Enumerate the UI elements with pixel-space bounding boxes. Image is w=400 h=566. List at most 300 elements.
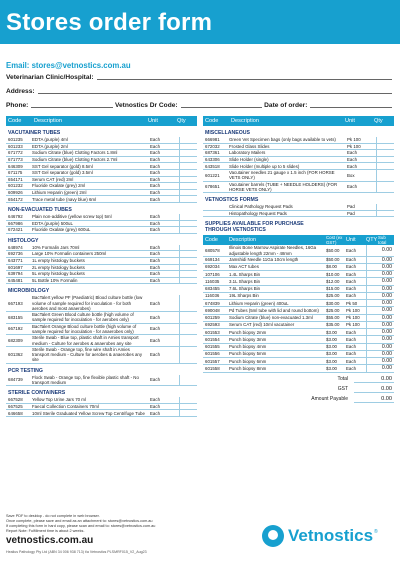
- item-code: 692736: [8, 251, 23, 257]
- qty-input[interactable]: [179, 144, 197, 150]
- table-row: [203, 157, 394, 164]
- website-url[interactable]: vetnostics.com.au: [6, 535, 94, 546]
- qty-input[interactable]: [366, 344, 378, 350]
- section-title: MICROBIOLOGY: [8, 288, 50, 295]
- table-row: [6, 397, 197, 404]
- item-code: 667525: [8, 403, 23, 409]
- item-description: Jamshidi Needle 11Ga 10cm length: [229, 257, 299, 263]
- table-row: [203, 245, 394, 257]
- supplies-header: [203, 235, 394, 245]
- item-description: Green Vet Specimen bags (only bags available to vets): [229, 137, 336, 143]
- qty-input[interactable]: [376, 170, 394, 181]
- logo-text: Vetnostics: [288, 526, 374, 545]
- vet-clinic-input[interactable]: [97, 79, 392, 80]
- table-row: [203, 293, 394, 300]
- item-code: 601556: [205, 351, 220, 357]
- table-row: [203, 170, 394, 182]
- item-subtotal: 0.00: [381, 300, 392, 307]
- item-unit: Each: [346, 286, 357, 292]
- table-row: [6, 196, 197, 203]
- item-cost: $3.00: [326, 329, 337, 335]
- item-code: 669134: [205, 257, 220, 263]
- item-code: 667986: [8, 220, 23, 226]
- item-code: 646792: [8, 214, 23, 220]
- qty-input[interactable]: [179, 265, 197, 271]
- item-subtotal: 0.00: [381, 350, 392, 357]
- item-description: Serum CAT (red) 10ml vacutainer: [229, 322, 295, 328]
- footer-line: Save PDF to desktop - do not complete in web browser.: [6, 514, 100, 518]
- item-description: BacTalert Green Blood culture bottle (high volume of sample required for inoculation - for aerobes only): [32, 312, 134, 323]
- phone-input[interactable]: [31, 107, 113, 108]
- qty-input[interactable]: [366, 329, 378, 335]
- table-row: [6, 410, 197, 417]
- page-title: Stores order form: [0, 0, 400, 44]
- item-unit: Pk 100: [346, 307, 360, 313]
- item-code: 107106: [205, 271, 220, 277]
- vet-clinic-field: [6, 74, 394, 81]
- item-description: Slide Holder (single): [229, 156, 269, 162]
- qty-input[interactable]: [366, 336, 378, 342]
- qty-input[interactable]: [179, 196, 197, 202]
- item-description: Punch biopsy 6mm: [229, 358, 267, 364]
- item-code: 654171: [8, 176, 23, 182]
- item-code: 601362: [8, 352, 23, 358]
- table-row: [203, 344, 394, 351]
- item-description: 1.4L Sharps Bin: [229, 271, 261, 277]
- item-description: Punch biopsy 3mm: [229, 336, 267, 342]
- item-code: 654172: [8, 196, 23, 202]
- item-unit: Each: [346, 264, 357, 270]
- qty-input[interactable]: [366, 271, 378, 277]
- item-subtotal: 0.00: [381, 336, 392, 343]
- table-row: [6, 137, 197, 144]
- item-description: Punch biopsy 5mm: [229, 351, 267, 357]
- item-code: 671773: [8, 156, 23, 162]
- table-row: [6, 265, 197, 272]
- table-row: [6, 163, 197, 170]
- left-table-header: [6, 116, 197, 126]
- qty-input[interactable]: [179, 163, 197, 169]
- item-unit: Each: [346, 358, 357, 364]
- item-unit: Each: [150, 163, 161, 169]
- item-code: 666981: [205, 137, 220, 143]
- header-cost: Cost (ex GST): [326, 235, 343, 246]
- item-description: Sterile Swab - Orange top, fine wire shaft in Amies transport medium - Culture for aerobes & anaerobes any site: [32, 346, 143, 363]
- table-row: [203, 211, 394, 218]
- section-title: STERILE CONTAINERS: [8, 390, 66, 397]
- qty-input[interactable]: [179, 245, 197, 251]
- qty-input[interactable]: [376, 211, 394, 217]
- table-row: [6, 251, 197, 258]
- qty-input[interactable]: [366, 278, 378, 284]
- qty-input[interactable]: [366, 245, 378, 256]
- item-unit: Each: [347, 163, 358, 169]
- qty-input[interactable]: [179, 278, 197, 284]
- qty-input[interactable]: [366, 351, 378, 357]
- qty-input[interactable]: [376, 150, 394, 156]
- item-code: 645481: [8, 277, 23, 283]
- supplies-title: SUPPLIES AVAILABLE FOR PURCHASE THROUGH VETNOSTICS: [205, 221, 304, 234]
- item-description: Flock Swab - Orange top, fine flexible plastic shaft - No transport medium: [32, 374, 139, 385]
- item-description: Illinois Bone Marrow Aspirate Needles, 16Ga adjustable length 22mm - 48mm: [229, 245, 317, 256]
- header-unit: Unit: [345, 118, 355, 124]
- item-unit: Each: [150, 300, 161, 306]
- item-subtotal: 0.00: [381, 343, 392, 350]
- vet-clinic-label: Veterinarian Clinic/Hospital:: [6, 74, 94, 81]
- header-qty: Qty: [177, 118, 186, 124]
- email-line: [6, 61, 394, 70]
- item-code: 684739: [8, 377, 23, 383]
- item-subtotal: 0.00: [381, 314, 392, 321]
- footer-notes: [6, 514, 236, 535]
- right-column: [203, 116, 394, 403]
- vetnostics-logo: Vetnostics ®: [262, 525, 378, 547]
- qty-input[interactable]: [179, 251, 197, 257]
- item-unit: Each: [150, 137, 161, 143]
- item-code: 601554: [205, 336, 220, 342]
- item-unit: Pk 50: [346, 300, 358, 306]
- item-description: 1L empty histology buckets: [32, 258, 85, 264]
- item-cost: $50.00: [326, 257, 340, 263]
- item-subtotal: 0.00: [381, 358, 392, 365]
- item-description: Large 10% Formalin containers 250ml: [32, 251, 107, 257]
- logo-mark-icon: [262, 525, 284, 547]
- total-row: [203, 386, 394, 393]
- item-unit: Each: [150, 410, 161, 416]
- section-title: HISTOLOGY: [8, 237, 39, 244]
- item-cost: $8.00: [326, 264, 337, 270]
- item-description: 10% Formalin Jars 70ml: [32, 244, 80, 250]
- total-label: Total: [337, 376, 348, 383]
- item-subtotal: 0.00: [381, 365, 392, 372]
- qty-input[interactable]: [179, 335, 197, 346]
- item-code: 601232: [8, 183, 23, 189]
- item-code: 687361: [205, 150, 220, 156]
- total-value: 0.00: [354, 396, 394, 403]
- item-unit: Each: [150, 277, 161, 283]
- section-title: VETNOSTICS FORMS: [205, 197, 259, 204]
- table-row: [203, 204, 394, 211]
- item-cost: $3.00: [326, 365, 337, 371]
- item-description: Trace metal tube (navy blue) 6ml: [32, 196, 97, 202]
- header-code: Code: [8, 118, 22, 124]
- qty-input[interactable]: [179, 271, 197, 277]
- table-row: [6, 144, 197, 151]
- item-cost: $25.00: [326, 307, 340, 313]
- qty-input[interactable]: [366, 293, 378, 299]
- item-cost: $3.00: [326, 344, 337, 350]
- item-unit: Each: [346, 247, 357, 253]
- qty-input[interactable]: [179, 150, 197, 156]
- total-value: 0.00: [354, 386, 394, 393]
- item-unit: Each: [347, 184, 358, 190]
- item-description: EDTA (purple) 2ml: [32, 143, 68, 149]
- item-code: 601553: [205, 329, 220, 335]
- item-code: 683155: [8, 314, 23, 320]
- item-code: 682309: [8, 337, 23, 343]
- qty-input[interactable]: [179, 410, 197, 416]
- item-unit: Each: [150, 170, 161, 176]
- qty-input[interactable]: [179, 183, 197, 189]
- total-row: [203, 376, 394, 383]
- item-code: 672032: [205, 143, 220, 149]
- item-unit: Each: [347, 150, 358, 156]
- item-unit: Each: [150, 271, 161, 277]
- qty-input[interactable]: [376, 137, 394, 143]
- item-unit: Each: [150, 189, 161, 195]
- item-code: 671772: [8, 150, 23, 156]
- item-unit: Each: [346, 271, 357, 277]
- table-row: [203, 329, 394, 336]
- header-qty: Qty: [374, 118, 383, 124]
- item-cost: $50.00: [326, 247, 340, 253]
- table-row: [6, 347, 197, 364]
- header-description: Description: [231, 118, 259, 124]
- item-code: 643771: [8, 258, 23, 264]
- footer-line: Once complete, please save and email as an attachment to: stores@vetnostics.com.au: [6, 519, 153, 524]
- header-description: Description: [34, 118, 62, 124]
- drcode-input[interactable]: [181, 107, 263, 108]
- item-unit: Each: [346, 365, 357, 371]
- item-subtotal: 0.00: [381, 278, 392, 285]
- table-row: [6, 271, 197, 278]
- table-row: [203, 271, 394, 278]
- item-description: Punch biopsy 4mm: [229, 344, 267, 350]
- item-unit: Each: [150, 156, 161, 162]
- item-code: 116036: [205, 293, 220, 299]
- qty-input[interactable]: [179, 258, 197, 264]
- item-unit: Each: [346, 257, 357, 263]
- qty-input[interactable]: [179, 404, 197, 410]
- item-unit: Each: [150, 326, 161, 332]
- item-description: 5L empty histology buckets: [32, 271, 85, 277]
- total-label: Amount Payable: [311, 396, 348, 403]
- table-row: [203, 264, 394, 271]
- section-title: NON-EVACUATED TUBES: [8, 206, 72, 213]
- total-row: [203, 396, 394, 403]
- item-unit: Pad: [347, 210, 355, 216]
- item-code: 601259: [205, 315, 220, 321]
- item-unit: Each: [150, 352, 161, 358]
- item-code: 601221: [205, 172, 220, 178]
- qty-input[interactable]: [366, 358, 378, 364]
- table-row: [6, 214, 197, 221]
- table-row: [203, 137, 394, 144]
- table-row: [6, 404, 197, 411]
- item-description: BacTalert Orange Blood culture bottle (high volume of sample required for inoculation - for anaerobes only): [32, 323, 137, 334]
- qty-input[interactable]: [376, 144, 394, 150]
- table-row: [6, 177, 197, 184]
- item-subtotal: 0.00: [381, 285, 392, 292]
- item-cost: $15.00: [326, 286, 340, 292]
- item-description: 7.6L Sharps Bin: [229, 286, 261, 292]
- item-code: 690048: [205, 307, 220, 313]
- table-row: [6, 157, 197, 164]
- qty-input[interactable]: [179, 170, 197, 176]
- qty-input[interactable]: [366, 300, 378, 306]
- table-row: [203, 351, 394, 358]
- table-row: [6, 245, 197, 252]
- item-unit: Each: [150, 227, 161, 233]
- item-code: 692593: [205, 322, 220, 328]
- footer-line: If completing this form in hard copy, please scan and email to: stores@vetnostics.com.au: [6, 524, 156, 529]
- item-cost: $3.00: [326, 336, 337, 342]
- header-unit: Unit: [346, 237, 356, 244]
- table-row: [203, 315, 394, 322]
- item-subtotal: 0.00: [381, 256, 392, 263]
- qty-input[interactable]: [366, 365, 378, 371]
- item-description: 10ml Sterile Graduated Yellow Screw Top Centrifuge Tube: [32, 410, 145, 416]
- item-cost: $25.00: [326, 293, 340, 299]
- table-row: [203, 358, 394, 365]
- item-description: 19L Sharps Bin: [229, 293, 259, 299]
- qty-input[interactable]: [179, 295, 197, 311]
- item-code: 683455: [205, 286, 220, 292]
- qty-input[interactable]: [366, 257, 378, 263]
- table-row: [6, 295, 197, 312]
- item-code: 667193: [8, 300, 23, 306]
- item-cost: $30.00: [326, 300, 340, 306]
- section-title: VACUTAINER TUBES: [8, 130, 61, 136]
- header-code: Code: [205, 237, 218, 244]
- item-unit: Each: [346, 293, 357, 299]
- qty-input[interactable]: [366, 307, 378, 313]
- item-description: 2L empty histology buckets: [32, 264, 85, 270]
- qty-input[interactable]: [179, 312, 197, 323]
- item-subtotal: 0.00: [381, 292, 392, 299]
- item-unit: Each: [150, 220, 161, 226]
- item-unit: Each: [150, 397, 161, 403]
- qty-input[interactable]: [179, 347, 197, 363]
- qty-input[interactable]: [179, 214, 197, 220]
- address-field: [6, 88, 394, 95]
- address-label: Address:: [6, 88, 35, 95]
- item-code: 646658: [8, 410, 23, 416]
- item-description: Frosted Glass Slides: [229, 143, 270, 149]
- item-code: 116035: [205, 278, 220, 284]
- item-unit: Each: [150, 196, 161, 202]
- item-unit: Each: [347, 156, 358, 162]
- item-description: Punch biopsy 2mm: [229, 329, 267, 335]
- item-description: Sodium Citrate (blue) Clotting Factors 2.7ml: [32, 156, 118, 162]
- qty-input[interactable]: [179, 221, 197, 227]
- legal-text: Healius Pathology Pty Ltd (ABN 34 006 938 713) t/a Vetnostics PLSMRF015_V2_Aug23: [6, 550, 147, 554]
- item-code: 601557: [205, 358, 220, 364]
- item-code: 601697: [8, 264, 23, 270]
- qty-input[interactable]: [179, 157, 197, 163]
- item-description: Lithium Heparin (green) 400uL: [229, 300, 289, 306]
- item-subtotal: 0.00: [381, 247, 392, 254]
- qty-input[interactable]: [179, 190, 197, 196]
- item-unit: Each: [150, 176, 161, 182]
- qty-input[interactable]: [376, 204, 394, 210]
- item-code: 609926: [8, 189, 23, 195]
- item-code: 643518: [205, 163, 220, 169]
- item-code: 601233: [8, 143, 23, 149]
- item-description: Punch biopsy 8mm: [229, 365, 267, 371]
- header-qty: QTY: [366, 237, 378, 244]
- item-description: Lithium Heparin (green) 2ml: [32, 189, 87, 195]
- phone-label: Phone:: [6, 102, 29, 109]
- item-unit: Each: [150, 403, 161, 409]
- date-label: Date of order:: [264, 102, 308, 109]
- item-code: 648974: [8, 244, 23, 250]
- item-unit: Each: [346, 278, 357, 284]
- item-code: 646309: [8, 163, 23, 169]
- qty-input[interactable]: [179, 227, 197, 233]
- table-row: [203, 257, 394, 264]
- item-code: 692034: [205, 264, 220, 270]
- item-unit: Each: [150, 314, 161, 320]
- table-row: [6, 312, 197, 324]
- table-row: [6, 324, 197, 336]
- qty-input[interactable]: [366, 315, 378, 321]
- item-description: Vacutainer barrels (TUBE + NEEDLE HOLDERS) (FOR HORSE VETS ONLY): [229, 181, 338, 192]
- right-table-header: [203, 116, 394, 126]
- item-description: EDTA (purple) 4ml: [32, 137, 68, 143]
- item-description: SST Gel separator (gold) 3.5ml: [32, 170, 93, 176]
- qty-input[interactable]: [376, 163, 394, 169]
- table-row: [203, 300, 394, 307]
- item-code: 671175: [8, 170, 23, 176]
- item-code: 672421: [8, 227, 23, 233]
- table-row: [203, 336, 394, 343]
- email-label: Email: stores@vetnostics.com.au: [6, 61, 131, 70]
- item-description: Yellow Top Urine Jars 70 ml: [32, 397, 86, 403]
- item-code: 667192: [8, 326, 23, 332]
- qty-input[interactable]: [376, 157, 394, 163]
- table-row: [6, 221, 197, 228]
- item-description: Sodium Citrate (blue) Clotting Factors 1.8ml: [32, 150, 118, 156]
- qty-input[interactable]: [179, 324, 197, 335]
- item-unit: Each: [346, 329, 357, 335]
- table-row: [203, 150, 394, 157]
- table-row: [6, 183, 197, 190]
- item-description: SST Gel separator (gold) 8.5ml: [32, 163, 93, 169]
- qty-input[interactable]: [366, 286, 378, 292]
- item-code: 674839: [205, 300, 220, 306]
- drcode-label: Vetnostics Dr Code:: [114, 102, 178, 109]
- left-column: [6, 116, 197, 417]
- header-description: Description: [229, 237, 256, 244]
- item-description: Serum CAT (red) 2ml: [32, 176, 74, 182]
- table-row: [203, 182, 394, 194]
- address-input[interactable]: [38, 93, 392, 94]
- qty-input[interactable]: [179, 375, 197, 386]
- qty-input[interactable]: [179, 397, 197, 403]
- item-description: 3.1L Sharps Bin: [229, 278, 261, 284]
- qty-input[interactable]: [366, 322, 378, 328]
- item-subtotal: 0.00: [381, 321, 392, 328]
- table-row: [203, 144, 394, 151]
- item-cost: $3.00: [326, 358, 337, 364]
- table-row: [203, 307, 394, 314]
- qty-input[interactable]: [366, 264, 378, 270]
- qty-input[interactable]: [179, 177, 197, 183]
- date-input[interactable]: [310, 107, 392, 108]
- item-unit: Each: [346, 351, 357, 357]
- item-description: Sterile Swab - Blue top, plastic shaft in Amies transport medium - Culture for aerobes & anaerobes any site: [32, 335, 139, 346]
- qty-input[interactable]: [179, 137, 197, 143]
- header-code: Code: [205, 118, 219, 124]
- item-unit: Each: [150, 183, 161, 189]
- item-code: 601555: [205, 344, 220, 350]
- qty-input[interactable]: [376, 182, 394, 193]
- item-unit: Each: [150, 150, 161, 156]
- item-code: 680578: [205, 247, 220, 253]
- item-cost: $10.00: [326, 271, 340, 277]
- item-description: Faecal Collection Containers 70ml: [32, 403, 99, 409]
